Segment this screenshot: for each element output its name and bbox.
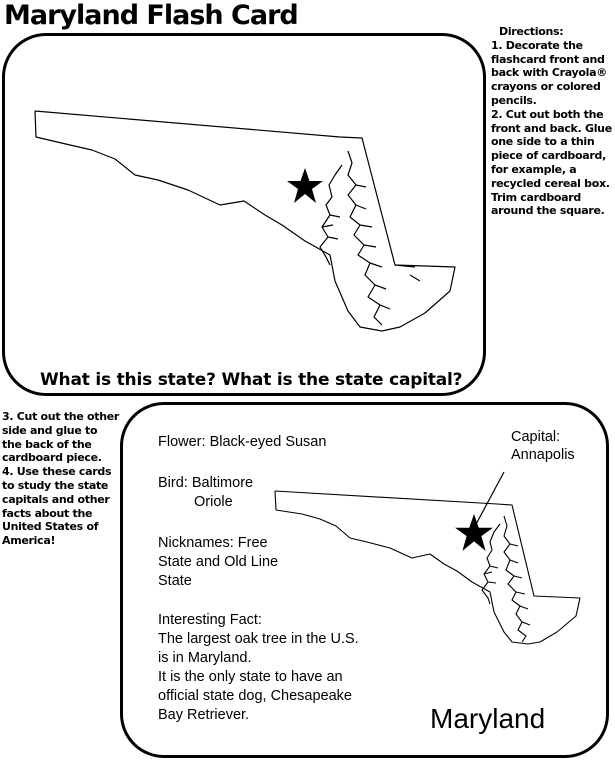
maryland-map-front — [30, 105, 470, 345]
direction-line: to study the state — [2, 478, 109, 492]
fact-line: The largest oak tree in the U.S. — [158, 631, 359, 647]
front-question: What is this state? What is the state capital? — [40, 370, 463, 390]
fact-line: It is the only state to have an — [158, 669, 343, 685]
direction-line: piece of cardboard, — [491, 149, 606, 163]
bird-fact — [158, 474, 253, 512]
capital-star-icon — [286, 168, 324, 204]
fact-line: Interesting Fact: — [158, 612, 262, 628]
direction-line: Trim cardboard — [491, 190, 581, 204]
flower-fact — [158, 433, 326, 452]
direction-line: around the square. — [491, 204, 605, 218]
nickname-line: State and Old Line — [158, 554, 279, 570]
bird-line: Bird: Baltimore — [158, 475, 254, 491]
direction-line: facts about the — [2, 506, 93, 520]
nickname-line: Nicknames: Free — [158, 535, 268, 551]
capital-line: Capital: — [511, 429, 561, 445]
direction-line: America! — [2, 534, 56, 548]
direction-line: 4. Use these cards — [2, 465, 112, 479]
direction-line: side and glue to — [2, 423, 98, 437]
directions-right — [491, 25, 615, 218]
directions-heading: Directions: — [499, 25, 564, 38]
direction-line: flashcard front and — [491, 52, 605, 66]
direction-line: back with Crayola® — [491, 66, 607, 80]
fact-line: official state dog, Chesapeake — [158, 688, 353, 704]
directions-left — [2, 410, 120, 548]
direction-line: the back of the — [2, 437, 92, 451]
capital-label — [511, 428, 575, 464]
nickname-fact — [158, 534, 278, 591]
flower-text: Flower: Black-eyed Susan — [158, 434, 327, 450]
fact-line: is in Maryland. — [158, 650, 252, 666]
maryland-map-back — [272, 486, 602, 656]
direction-line: cardboard piece. — [2, 451, 102, 465]
direction-line: 2. Cut out both the — [491, 107, 604, 121]
direction-line: United States of — [2, 520, 99, 534]
direction-line: crayons or colored — [491, 80, 601, 94]
direction-line: recycled cereal box. — [491, 176, 610, 190]
bird-line: Oriole — [194, 494, 233, 510]
direction-line: front and back. Glue — [491, 121, 612, 135]
page-title: Maryland Flash Card — [4, 0, 298, 31]
direction-line: 3. Cut out the other — [2, 410, 120, 423]
state-name: Maryland — [430, 703, 546, 734]
nickname-line: State — [158, 573, 192, 589]
direction-line: one side to a thin — [491, 135, 595, 149]
capital-line: Annapolis — [511, 447, 575, 463]
direction-line: pencils. — [491, 93, 537, 107]
capital-star-icon — [454, 514, 494, 552]
fact-line: Bay Retriever. — [158, 707, 250, 723]
direction-line: for example, a — [491, 162, 577, 176]
direction-line: capitals and other — [2, 492, 110, 506]
direction-line: 1. Decorate the — [491, 38, 583, 52]
